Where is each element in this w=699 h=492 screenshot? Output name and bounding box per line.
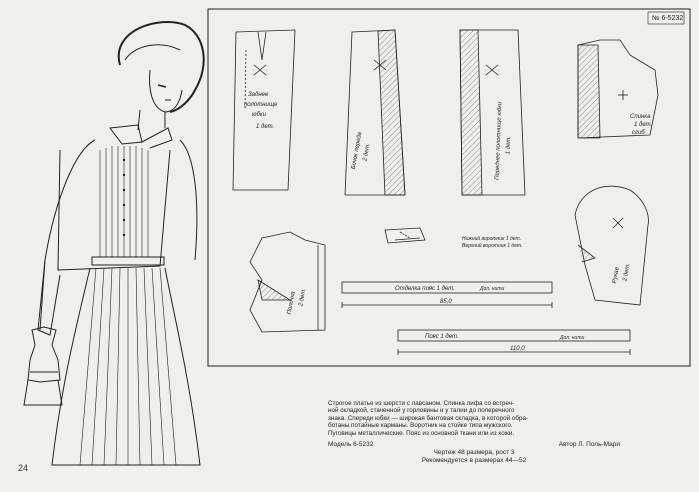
back-skirt-label-2: юбки bbox=[252, 112, 267, 118]
collar-labels bbox=[462, 235, 522, 249]
recommended-sizes: Рекомендуется в размерах 44—52 bbox=[421, 457, 527, 464]
side-skirt-labels bbox=[351, 131, 373, 172]
caption-line: знака. Спереди юбки — широкая бантовая складка, в которой обра- bbox=[328, 414, 529, 422]
back-bodice-label-0: Спинка bbox=[630, 114, 651, 120]
pattern-back-skirt bbox=[233, 30, 295, 190]
sleeve-label-1: 2 дет. bbox=[622, 262, 632, 282]
side-skirt-label-0: Бочок переда bbox=[350, 131, 364, 170]
author: Автор Л. Поль-Мари bbox=[558, 441, 620, 448]
back-bodice-label-1: 1 дет. bbox=[634, 122, 653, 128]
belt-trim-length: 85,0 bbox=[440, 299, 452, 305]
pattern-front-skirt bbox=[460, 30, 525, 195]
belt-trim-grain: Дол. нити bbox=[480, 286, 505, 292]
belt-length: 110,0 bbox=[510, 346, 525, 352]
pattern-front-bodice bbox=[250, 232, 325, 332]
pattern-collar bbox=[385, 228, 425, 243]
back-skirt-labels bbox=[244, 92, 278, 130]
caption-line: Пуговицы металлические. Пояс из основной ткани или из кожи. bbox=[328, 429, 515, 437]
model-number: Модель 6-5232 bbox=[328, 441, 374, 448]
collar-label-0: Нижний воротник 1 дет. bbox=[462, 236, 521, 242]
meta-row bbox=[328, 441, 620, 449]
front-skirt-label-0: Переднее полотнище юбки bbox=[494, 101, 504, 181]
belt-grain: Дол. нити bbox=[560, 335, 585, 341]
back-bodice-label-2: сгиб bbox=[632, 130, 645, 136]
back-skirt-label-1: полотнище bbox=[244, 102, 278, 108]
sleeve-labels bbox=[612, 261, 632, 286]
caption-line: ботаны потайные карманы. Воротник на стойке типа мужского. bbox=[328, 422, 513, 430]
front-bodice-label-1: 2 дет. bbox=[298, 287, 308, 307]
front-skirt-labels bbox=[495, 101, 514, 180]
description-caption bbox=[328, 400, 620, 437]
belt-trim-label: Отделка пояс 1 дет. bbox=[395, 286, 455, 292]
back-skirt-label-0: Заднее bbox=[248, 92, 269, 98]
front-skirt-label-1: 1 дет. bbox=[505, 136, 513, 155]
back-skirt-label-3: 1 дет. bbox=[256, 124, 275, 130]
collar-label-1: Верхний воротник 1 дет. bbox=[462, 243, 523, 249]
pattern-sleeve bbox=[575, 186, 648, 305]
back-bodice-labels bbox=[630, 114, 652, 136]
model-number-badge: № 6-5232 bbox=[652, 15, 684, 22]
model-meta bbox=[328, 441, 620, 465]
fashion-illustration bbox=[24, 22, 204, 465]
front-bodice-label-0: Полочка bbox=[286, 290, 297, 315]
caption-line: ной складкой, стаченной у горловины и у талии до поперечного bbox=[328, 407, 515, 415]
front-bodice-labels bbox=[287, 286, 308, 317]
pattern-sheet-frame bbox=[208, 9, 690, 366]
page-number: 24 bbox=[18, 463, 29, 473]
sleeve-label-0: Рукав bbox=[611, 266, 621, 284]
belt-label: Пояс 1 дет. bbox=[425, 334, 459, 340]
draft-size: Чертеж 48 размера, рост 3 bbox=[433, 449, 515, 456]
side-skirt-label-1: 2 дет. bbox=[362, 142, 372, 162]
caption-line: Строгое платье из шерсти с лавсаном. Спинка лифа со встреч- bbox=[328, 400, 515, 407]
